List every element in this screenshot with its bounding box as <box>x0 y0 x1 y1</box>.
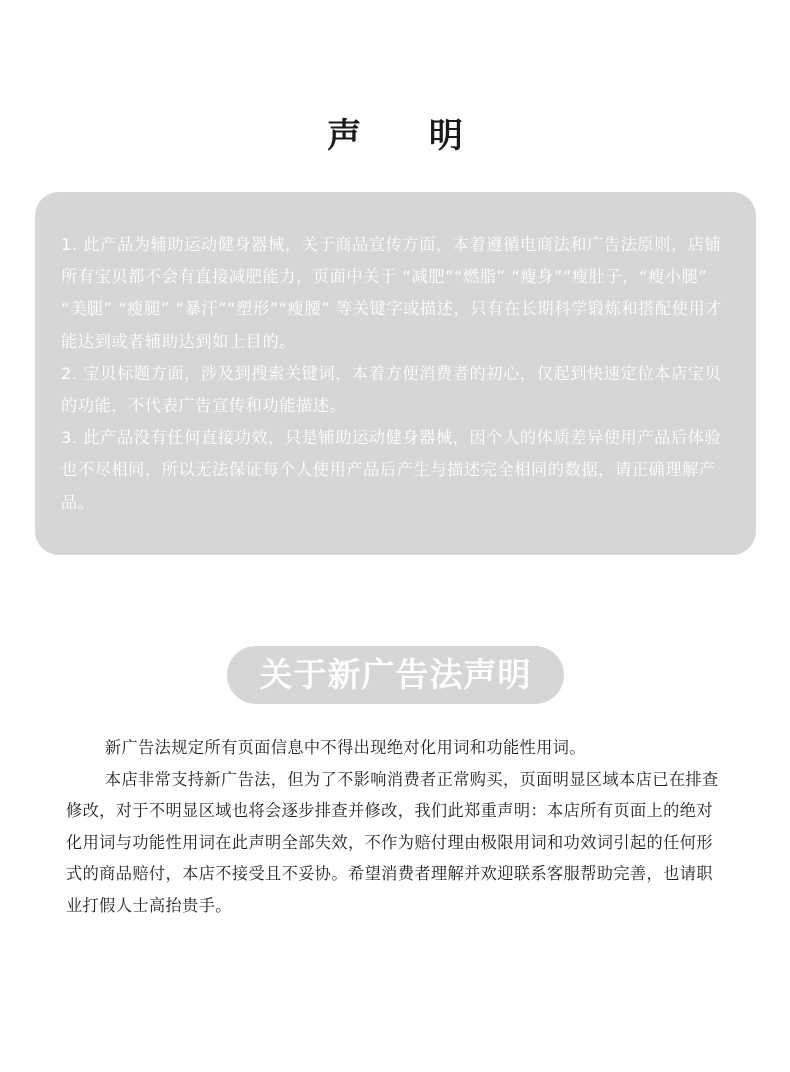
notice-paragraph-2: 2. 宝贝标题方面，涉及到搜索关键词，本着方便消费者的初心，仅起到快速定位本店宝贝的功能，不代表广告宣传和功能描述。 <box>61 363 722 416</box>
notice-box <box>35 192 756 555</box>
notice-paragraph-3: 3. 此产品没有任何直接功效，只是铺助运动健身器械，因个人的体质差异使用产品后体验也不尽相同，所以无法保证每个人使用产品后产生与描述完全相同的数据，请正确理解产品。 <box>61 428 722 512</box>
notice-paragraph-1: 1. 此产品为辅助运动健身器械，关于商品宣传方面，本着遵循电商法和广告法原则，店铺所有宝贝都不会有直接减肥能力，页面中关于 “减肥”“燃脂” “瘦身”“瘦肚子，“瘦小腿” “美腿” “瘦腿” “暴汗”“塑形”“瘦腰” 等关键字或描述，只有在长期科学锻炼和搭配使用才能达到或者辅助达到如上目的。 <box>61 235 723 351</box>
page-title: 声 明 <box>327 116 491 156</box>
statement-paragraph-2: 本店非常支持新广告法，但为了不影响消费者正常购买，页面明显区域本店已在排查修改，对于不明显区域也将会逐步排查并修改，我们此郑重声明：本店所有页面上的绝对化用词与功能性用词在此声明全部失效，不作为赔付理由极限用词和功效词引起的任何形式的商品赔付，本店不接受且不妥协。希望消费者理解并欢迎联系客服帮助完善，也请职业打假人士高抬贵手。 <box>66 769 719 915</box>
statement-text <box>66 732 726 921</box>
section-title-pill: 关于新广告法声明 <box>227 646 564 704</box>
statement-paragraph-1: 新广告法规定所有页面信息中不得出现绝对化用词和功能性用词。 <box>104 738 586 757</box>
